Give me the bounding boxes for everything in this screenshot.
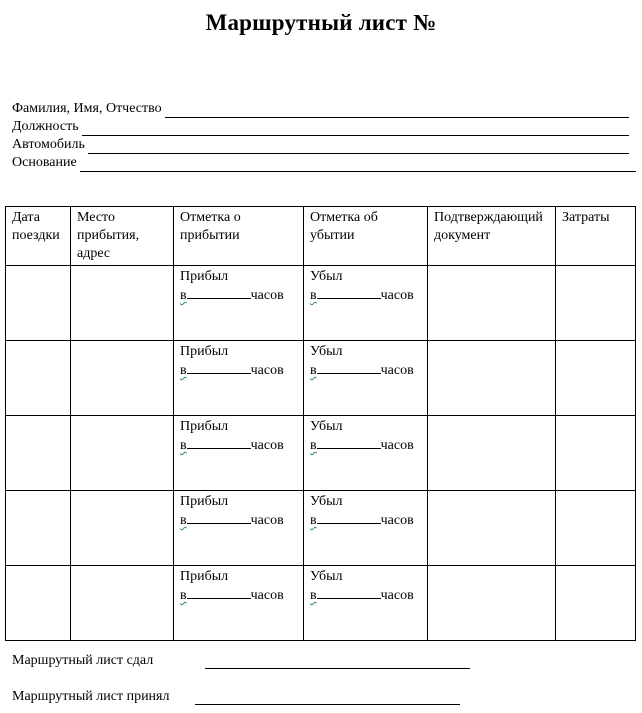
cell-supporting-document[interactable] xyxy=(428,416,556,491)
table-row xyxy=(6,266,636,341)
cell-expenses[interactable] xyxy=(556,416,636,491)
cell-trip-date[interactable] xyxy=(6,491,71,566)
arrival-prefix: в xyxy=(180,438,187,453)
header-trip-date: Дата поездки xyxy=(6,207,71,266)
arrival-suffix: часов xyxy=(250,438,284,453)
departure-time-blank[interactable] xyxy=(317,361,381,374)
cell-trip-date[interactable] xyxy=(6,341,71,416)
cell-supporting-document[interactable] xyxy=(428,341,556,416)
cell-trip-date[interactable] xyxy=(6,416,71,491)
cell-expenses[interactable] xyxy=(556,266,636,341)
cell-expenses[interactable] xyxy=(556,491,636,566)
arrival-time-blank[interactable] xyxy=(187,361,251,374)
field-position-label: Должность xyxy=(12,119,79,134)
departure-prefix: в xyxy=(310,438,317,453)
arrival-word: Прибыл xyxy=(180,269,229,284)
cell-arrival-mark[interactable] xyxy=(174,566,304,641)
document-title: Маршрутный лист № xyxy=(205,10,437,35)
cell-expenses[interactable] xyxy=(556,566,636,641)
cell-arrival-mark[interactable] xyxy=(174,341,304,416)
departure-word: Убыл xyxy=(310,494,343,509)
cell-trip-date[interactable] xyxy=(6,266,71,341)
cell-arrival-place[interactable] xyxy=(71,491,174,566)
field-car-label: Автомобиль xyxy=(12,137,85,152)
table-row xyxy=(6,416,636,491)
header-expenses: Затраты xyxy=(556,207,636,266)
arrival-word: Прибыл xyxy=(180,344,229,359)
arrival-time-blank[interactable] xyxy=(187,511,251,524)
table-row xyxy=(6,341,636,416)
departure-time-blank[interactable] xyxy=(317,286,381,299)
cell-departure-mark[interactable] xyxy=(304,491,428,566)
table-row xyxy=(6,491,636,566)
cell-arrival-mark[interactable] xyxy=(174,491,304,566)
departure-word: Убыл xyxy=(310,419,343,434)
header-departure-mark: Отметка об убытии xyxy=(304,207,428,266)
cell-trip-date[interactable] xyxy=(6,566,71,641)
cell-departure-mark[interactable] xyxy=(304,566,428,641)
cell-supporting-document[interactable] xyxy=(428,491,556,566)
field-position-input-line[interactable] xyxy=(82,121,629,136)
cell-arrival-mark[interactable] xyxy=(174,266,304,341)
header-arrival-mark: Отметка о прибытии xyxy=(174,207,304,266)
cell-arrival-place[interactable] xyxy=(71,266,174,341)
field-basis-label: Основание xyxy=(12,155,77,170)
departure-time-blank[interactable] xyxy=(317,436,381,449)
signature-handed-over-line[interactable] xyxy=(205,667,470,669)
arrival-word: Прибыл xyxy=(180,494,229,509)
departure-word: Убыл xyxy=(310,344,343,359)
signature-handed-over-label: Маршрутный лист сдал xyxy=(12,653,154,668)
cell-departure-mark[interactable] xyxy=(304,416,428,491)
departure-suffix: часов xyxy=(380,588,414,603)
cell-arrival-mark[interactable] xyxy=(174,416,304,491)
field-full-name-input-line[interactable] xyxy=(165,103,629,118)
arrival-suffix: часов xyxy=(250,513,284,528)
route-table xyxy=(5,206,636,641)
signature-accepted-line[interactable] xyxy=(195,703,460,705)
field-basis-input-line[interactable] xyxy=(80,157,636,172)
field-position xyxy=(12,118,629,136)
arrival-prefix: в xyxy=(180,288,187,303)
arrival-suffix: часов xyxy=(250,363,284,378)
arrival-suffix: часов xyxy=(250,588,284,603)
departure-time-blank[interactable] xyxy=(317,586,381,599)
arrival-time-blank[interactable] xyxy=(187,286,251,299)
arrival-prefix: в xyxy=(180,513,187,528)
departure-suffix: часов xyxy=(380,288,414,303)
field-basis xyxy=(12,154,636,172)
departure-prefix: в xyxy=(310,288,317,303)
field-car xyxy=(12,136,629,154)
cell-supporting-document[interactable] xyxy=(428,566,556,641)
cell-expenses[interactable] xyxy=(556,341,636,416)
arrival-prefix: в xyxy=(180,588,187,603)
cell-arrival-place[interactable] xyxy=(71,341,174,416)
field-full-name xyxy=(12,100,629,118)
arrival-time-blank[interactable] xyxy=(187,586,251,599)
arrival-prefix: в xyxy=(180,363,187,378)
departure-prefix: в xyxy=(310,513,317,528)
cell-arrival-place[interactable] xyxy=(71,416,174,491)
departure-prefix: в xyxy=(310,588,317,603)
departure-suffix: часов xyxy=(380,438,414,453)
departure-time-blank[interactable] xyxy=(317,511,381,524)
table-row xyxy=(6,566,636,641)
arrival-word: Прибыл xyxy=(180,419,229,434)
departure-suffix: часов xyxy=(380,513,414,528)
departure-prefix: в xyxy=(310,363,317,378)
cell-supporting-document[interactable] xyxy=(428,266,556,341)
cell-departure-mark[interactable] xyxy=(304,266,428,341)
field-car-input-line[interactable] xyxy=(88,139,629,154)
signature-accepted-label: Маршрутный лист принял xyxy=(12,689,170,704)
header-supporting-document: Подтверждающий документ xyxy=(428,207,556,266)
departure-suffix: часов xyxy=(380,363,414,378)
table-header-row xyxy=(6,207,636,266)
departure-word: Убыл xyxy=(310,269,343,284)
cell-arrival-place[interactable] xyxy=(71,566,174,641)
field-full-name-label: Фамилия, Имя, Отчество xyxy=(12,101,162,116)
header-arrival-place: Место прибытия, адрес xyxy=(71,207,174,266)
departure-word: Убыл xyxy=(310,569,343,584)
arrival-time-blank[interactable] xyxy=(187,436,251,449)
arrival-word: Прибыл xyxy=(180,569,229,584)
cell-departure-mark[interactable] xyxy=(304,341,428,416)
arrival-suffix: часов xyxy=(250,288,284,303)
